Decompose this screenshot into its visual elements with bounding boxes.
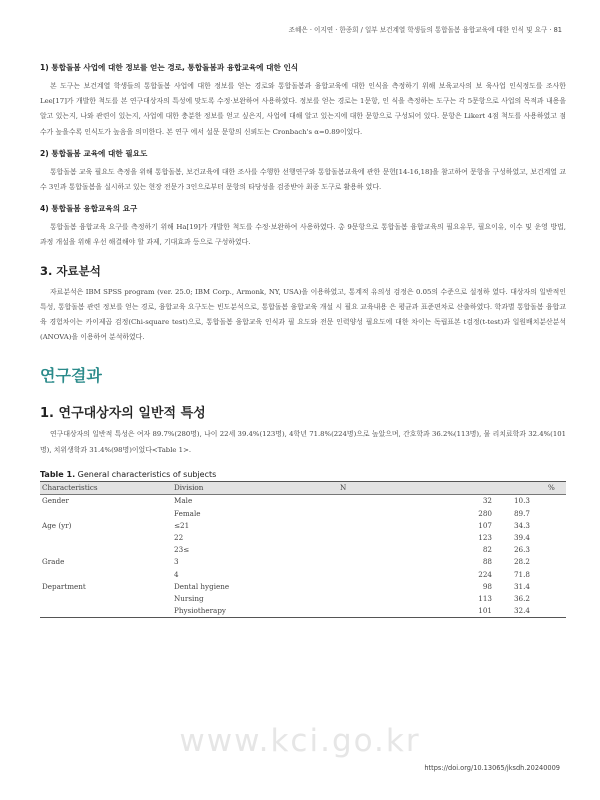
results-heading: 연구결과: [40, 366, 102, 386]
table-row: [40, 580, 566, 592]
table-cell: Grade: [42, 557, 65, 567]
table-cell: 22: [174, 533, 184, 542]
table-row: [40, 605, 566, 618]
table-cell: Male: [174, 496, 193, 506]
table-cell: 23≤: [174, 545, 190, 555]
table-cell: Age (yr): [42, 520, 72, 530]
table-cell: 113: [478, 593, 492, 603]
table-row: [40, 519, 566, 531]
table-cell: [40, 531, 172, 543]
table-cell: Department: [42, 581, 86, 591]
table-row: [40, 568, 566, 580]
column-header: Division: [172, 481, 324, 494]
table-cell: Nursing: [174, 593, 204, 603]
table-cell: [40, 592, 172, 604]
section-heading: 1. 연구대상자의 일반적 특성: [40, 406, 206, 422]
column-header: Characteristics: [40, 481, 172, 494]
paragraph: 연구대상자의 일반적 특성은 여자 89.7%(280명), 나이 22세 39.4%(123명), 4학년 71.8%(224명)으로 높았으며, 간호학과 36.2%(113명), 물 리치료학과 32.4%(101명), 치위생학과 31.4%(98명)이었다<Table 1>.: [40, 430, 567, 454]
table-cell: 123: [478, 533, 492, 542]
table-cell: 107: [478, 520, 492, 530]
table-header-row: [40, 481, 566, 494]
measure-section-4: [40, 203, 566, 250]
table-cell: 32.4: [492, 605, 566, 618]
doi-link[interactable]: https://doi.org/10.13065/jksdh.20240009: [424, 764, 560, 772]
column-header: N: [324, 481, 492, 494]
table-cell: 224: [478, 569, 492, 579]
table-cell: 39.4: [513, 533, 530, 542]
table-cell: 28.2: [513, 557, 530, 567]
analysis-section: [40, 263, 566, 346]
table-cell: ≤21: [174, 520, 190, 530]
table-row: [40, 531, 566, 543]
table-cell: 34.3: [513, 520, 530, 530]
table-cell: [40, 605, 172, 618]
subsection-heading: 4) 통합돌봄 융합교육의 요구: [40, 204, 138, 214]
table-cell: 36.2: [513, 593, 530, 603]
table-cell: 280: [478, 508, 492, 518]
table-cell: Dental hygiene: [174, 581, 230, 591]
table-caption: Table 1. General characteristics of subjects: [40, 469, 217, 479]
table-row: [40, 494, 566, 507]
table-cell: 101: [324, 605, 492, 618]
page-body: [40, 62, 566, 618]
table-cell: [40, 507, 172, 519]
table-cell: 3: [174, 557, 179, 567]
table-cell: 32: [482, 496, 492, 506]
table-cell: 98: [482, 581, 492, 591]
measure-section-2: [40, 148, 566, 195]
paragraph: 자료분석은 IBM SPSS program (ver. 25.0; IBM Corp., Armonk, NY, USA)을 이용하였고, 통계적 유의성 검정은 0.05의 수준으로 설정하 였다. 대상자의 일반적인 특성, 통합돌봄 관련 정보를 얻는 경로, 융합교육 요구도는 빈도분석으로, 통합돌봄 융합교육 개설 시 필요 교육내용 은 평균과 표준편차로 산출하였다. 학과별 통합돌봄 융합교육 경험차이는 카이제곱 검정(Chi-square test)으로, 통합돌봄 융합교육 인식과 필 요도와 전문 인력양성 필요도에 대한 차이는 독립표본 t검정(t-test)과 일원배치분산분석(ANOVA)을 이용하여 분석하였다.: [40, 287, 566, 342]
characteristics-table: [40, 481, 566, 618]
subsection-heading: 2) 통합돌봄 교육에 대한 필요도: [40, 148, 148, 158]
paragraph: 통합돌봄 융합교육 요구를 측정하기 위해 Ha[19]가 개발한 척도를 수정·보완하여 사용하였다. 총 9문항으로 통합돌봄 융합교육의 필요유무, 필요이유, 이수 및 운영 방법, 과정 개설을 위해 우선 해결해야 할 과제, 기대효과 등으로 구성하였다.: [40, 223, 566, 247]
running-header: 조혜은 · 이지연 · 한종희 / 일부 보건계열 학생들의 통합돌봄 융합교육에 대한 인식 및 요구 · 81: [288, 26, 562, 34]
table-cell: 10.3: [513, 496, 530, 506]
table-row: [40, 556, 566, 568]
table-cell: 31.4: [513, 581, 530, 591]
table-cell: [40, 568, 172, 580]
table-cell: Physiotherapy: [172, 605, 324, 618]
table-cell: 4: [174, 569, 179, 579]
table-cell: Female: [174, 508, 201, 518]
table-cell: 89.7: [513, 508, 530, 518]
table-cell: 26.3: [513, 545, 530, 555]
table-cell: 71.8: [513, 569, 530, 579]
column-header: %: [492, 481, 566, 494]
section-heading: 3. 자료분석: [40, 263, 101, 278]
paragraph: 본 도구는 보건계열 학생들의 통합돌봄 사업에 대한 정보를 얻는 경로와 통합돌봄과 융합교육에 대한 인식을 측정하기 위해 보육교사의 보 육사업 인식정도를 조사한 Lee[17]가 개발한 척도를 본 연구대상자의 특성에 맞도록 수정·보완하여 사용하였다. 정보를 얻는 경로는 1문항, 인 식을 측정하는 도구는 각 5문항으로 사업의 목적과 내용을 알고 있는지, 나와 관련이 있는지, 사업에 대한 충분한 정보를 얻고 싶은지, 사업에 대해 알고 있는지에 대한 문항으로 구성되어 있다. 문항은 Likert 4점 척도를 사용하였고 점수가 높을수록 인식도가 높음을 의미한다. 본 연구 에서 설문 문항의 신뢰도는 Cronbach's α=0.89이었다.: [40, 82, 566, 136]
table-cell: 88: [482, 557, 492, 567]
measure-section-1: [40, 62, 566, 140]
table-cell: Gender: [42, 496, 69, 506]
subsection-heading: 1) 통합돌봄 사업에 대한 정보를 얻는 경로, 통합돌봄과 융합교육에 대한 인식: [40, 63, 299, 72]
table-row: [40, 544, 566, 556]
watermark: www.kci.go.kr: [179, 723, 421, 759]
table-cell: [40, 544, 172, 556]
paragraph: 통합돌봄 교육 필요도 측정을 위해 통합돌봄, 보건교육에 대한 조사를 수행한 선행연구와 통합돌봄교육에 관한 문헌[14-16,18]을 참고하여 문항을 구성하였고, 보건계열 교수 3인과 통합돌봄을 실시하고 있는 현장 전문가 3인으로부터 문항의 타당성을 검증받아 최종 도구로 활용하 였다.: [40, 167, 566, 192]
table-row: [40, 592, 566, 604]
table-row: [40, 507, 566, 519]
table-cell: 82: [482, 545, 492, 555]
